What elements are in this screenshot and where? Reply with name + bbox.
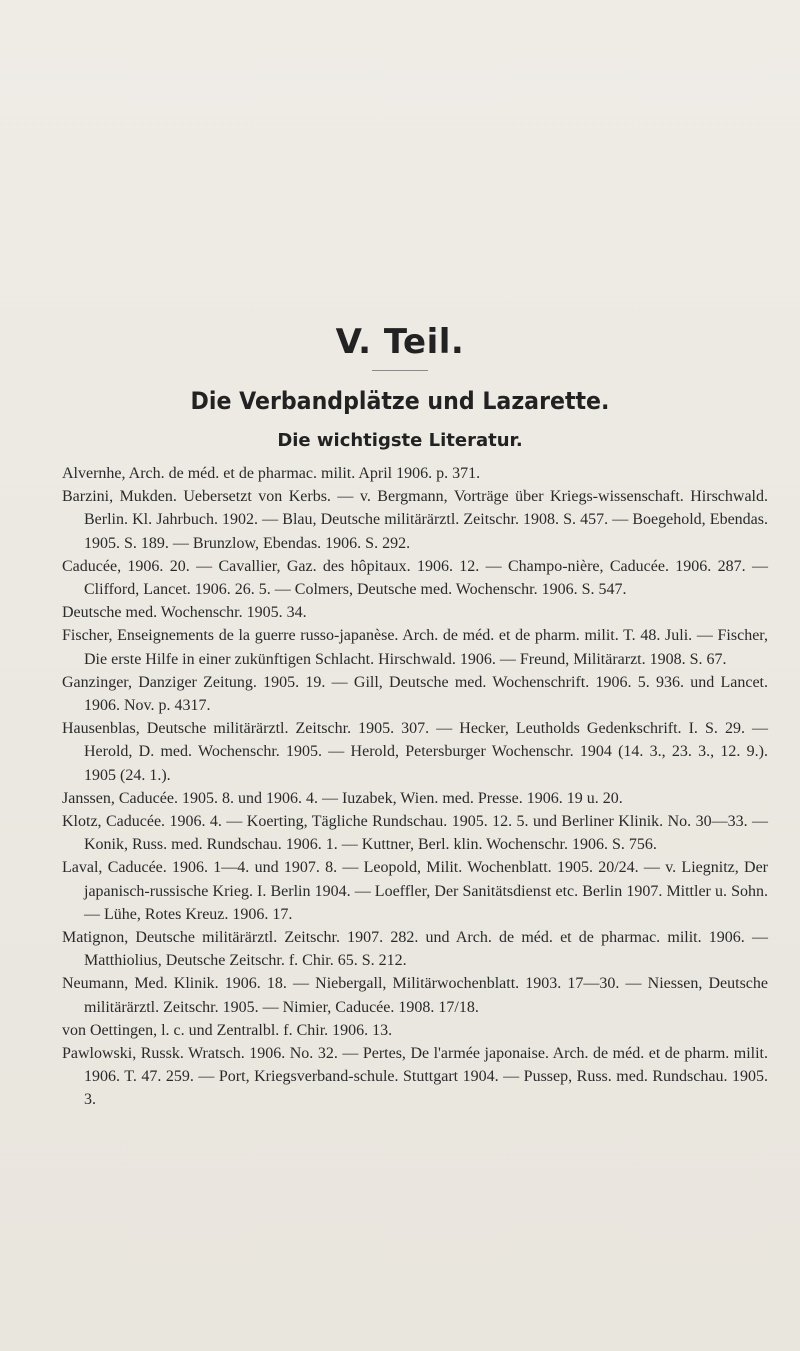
part-heading: V. Teil.: [335, 322, 465, 362]
section-title: Die wichtigste Literatur.: [277, 430, 523, 451]
reference-entry: Janssen, Caducée. 1905. 8. und 1906. 4. — Iuzabek, Wien. med. Presse. 1906. 19 u. 20.: [62, 789, 623, 807]
reference-entry: Laval, Caducée. 1906. 1—4. und 1907. 8. — Leopold, Milit. Wochenblatt. 1905. 20/24. — v. Liegnitz, Der japanisch-russische Krieg. I. Berlin 1904. — Loeffler, Der Sanitätsdienst etc. Berlin 1907. Mittler u. Sohn. — Lühe, Rotes Kreuz. 1906. 17.: [62, 859, 768, 923]
reference-entry: Alvernhe, Arch. de méd. et de pharmac. milit. April 1906. p. 371.: [62, 465, 481, 482]
reference-entry: Caducée, 1906. 20. — Cavallier, Gaz. des hôpitaux. 1906. 12. — Champo-nière, Caducée. 1906. 287. — Clifford, Lancet. 1906. 26. 5. — Colmers, Deutsche med. Wochenschr. 1906. S. 547.: [62, 557, 768, 599]
reference-entry: Klotz, Caducée. 1906. 4. — Koerting, Tägliche Rundschau. 1905. 12. 5. und Berliner Klinik. No. 30—33. — Konik, Russ. med. Rundschau. 1906. 1. — Kuttner, Berl. klin. Wochenschr. 1906. S. 756.: [62, 813, 768, 854]
heading-divider: [372, 370, 428, 371]
reference-entry: Neumann, Med. Klinik. 1906. 18. — Niebergall, Militärwochenblatt. 1903. 17—30. — Niessen, Deutsche militärärztl. Zeitschr. 1905. — Nimier, Caducée. 1908. 17/18.: [62, 975, 768, 1016]
reference-entry: Deutsche med. Wochenschr. 1905. 34.: [62, 604, 307, 622]
reference-list: [62, 462, 768, 1112]
reference-entry: Fischer, Enseignements de la guerre russo-japanèse. Arch. de méd. et de pharm. milit. T. 48. Juli. — Fischer, Die erste Hilfe in einer zukünftigen Schlacht. Hirschwald. 1906. — Freund, Militärarzt. 1908. S. 67.: [62, 627, 768, 668]
reference-entry: von Oettingen, l. c. und Zentralbl. f. Chir. 1906. 13.: [62, 1021, 393, 1039]
reference-entry: Pawlowski, Russk. Wratsch. 1906. No. 32. — Pertes, De l'armée japonaise. Arch. de méd. et de pharm. milit. 1906. T. 47. 259. — Port, Kriegsverband-schule. Stuttgart 1904. — Pussep, Russ. med. Rundschau. 1905. 3.: [62, 1045, 768, 1109]
reference-entry: Barzini, Mukden. Uebersetzt von Kerbs. — v. Bergmann, Vorträge über Kriegs-wissenschaft. Hirschwald. Berlin. Kl. Jahrbuch. 1902. — Blau, Deutsche militärärztl. Zeitschr. 1908. S. 457. — Boegehold, Ebendas. 1905. S. 189. — Brunzlow, Ebendas. 1906. S. 292.: [62, 488, 768, 552]
reference-entry: Matignon, Deutsche militärärztl. Zeitschr. 1907. 282. und Arch. de méd. et de pharmac. milit. 1906. — Matthiolius, Deutsche Zeitschr. f. Chir. 65. S. 212.: [62, 929, 768, 970]
chapter-title: Die Verbandplätze und Lazarette.: [190, 387, 610, 415]
reference-entry: Hausenblas, Deutsche militärärztl. Zeitschr. 1905. 307. — Hecker, Leutholds Gedenkschrift. I. S. 29. — Herold, D. med. Wochenschr. 1905. — Herold, Petersburger Wochenschr. 1904 (14. 3., 23. 3., 12. 9.). 1905 (24. 1.).: [62, 720, 768, 784]
reference-entry: Ganzinger, Danziger Zeitung. 1905. 19. — Gill, Deutsche med. Wochenschrift. 1906. 5. 936. und Lancet. 1906. Nov. p. 4317.: [62, 673, 768, 715]
